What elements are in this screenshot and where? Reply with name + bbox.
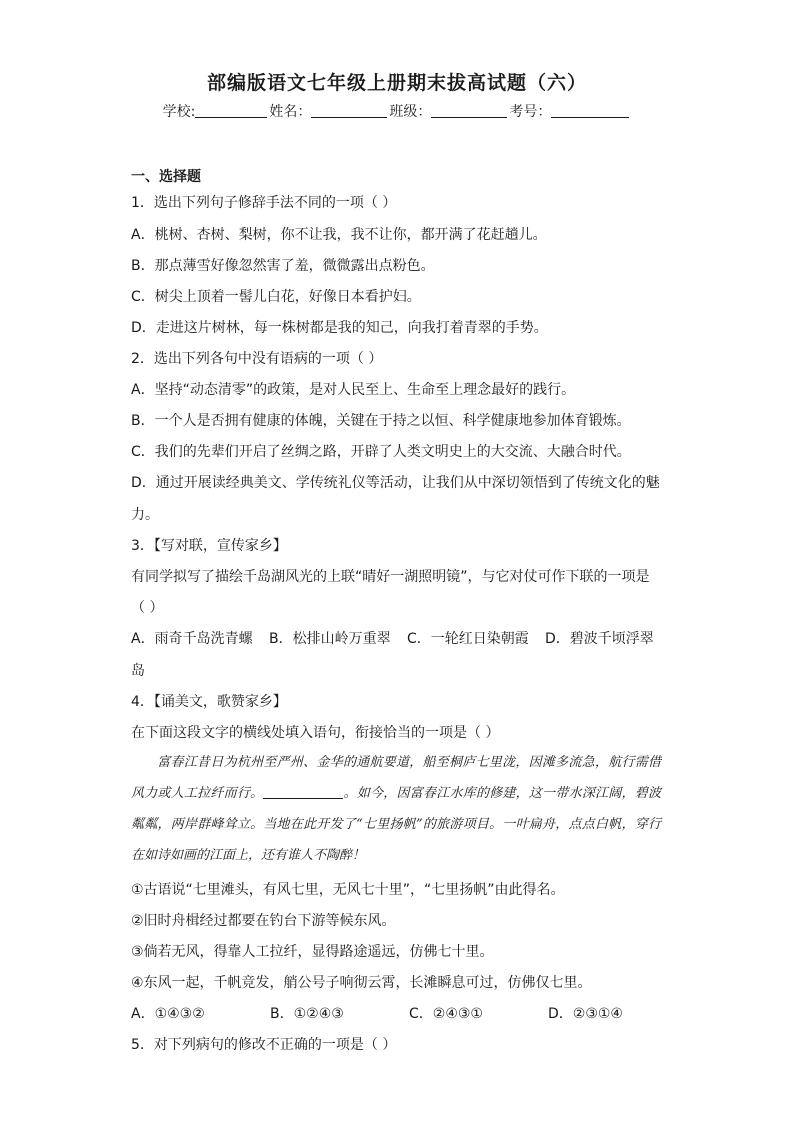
q1-option-a[interactable]: A．桃树、杏树、梨树，你不让我，我不让你，都开满了花赶趟儿。 — [131, 227, 547, 243]
q4-options — [131, 1003, 623, 1023]
q2-option-c[interactable]: C．我们的先辈们开启了丝绸之路，开辟了人类文明史上的大交流、大融合时代。 — [131, 444, 631, 460]
class-blank[interactable] — [431, 103, 507, 118]
q2-option-a[interactable]: A．坚持“动态清零”的政策，是对人民至上、生命至上理念最好的践行。 — [131, 382, 576, 398]
section-heading: 一、选择题 — [131, 169, 201, 185]
q3-stem-cont: （ ） — [131, 600, 164, 616]
student-info-line — [0, 101, 794, 121]
q3-stem: 有同学拟写了描绘千岛湖风光的上联“晴好一湖照明镜”，与它对仗可作下联的一项是 — [131, 569, 650, 585]
q1-stem: 1．选出下列句子修辞手法不同的一项（ ） — [131, 195, 397, 211]
class-label: 班级： — [389, 104, 432, 120]
q4-passage-part2: 。如今，因富春江水库的修建，这一带水深江阔，碧波粼粼，两岸群峰耸立。当地在此开发了“七里扬帆”的旅游项目。一叶扁舟，点点白帆，穿行在如诗如画的江面上，还有谁人不陶醉！ — [131, 786, 661, 863]
school-label: 学校: — [162, 104, 196, 120]
name-label: 姓名： — [269, 104, 312, 120]
q4-item-4: ④东风一起，千帆竞发，艄公号子响彻云霄，长滩瞬息可过，仿佛仅七里。 — [131, 975, 592, 991]
q4-option-c[interactable]: C．②④③① — [409, 1006, 483, 1022]
q5-stem: 5．对下列病句的修改不正确的一项是（ ） — [131, 1037, 397, 1053]
q3-option-c[interactable]: C．一轮红日染朝霞 — [407, 631, 529, 647]
q3-option-a[interactable]: A．雨奇千岛洗青螺 — [131, 631, 253, 647]
q3-tag: 3．【写对联，宣传家乡】 — [131, 538, 287, 554]
q1-option-d[interactable]: D．走进这片树林，每一株树都是我的知己，向我打着青翠的手势。 — [131, 320, 548, 336]
name-blank[interactable] — [311, 103, 387, 118]
q3-option-d[interactable]: D．碧波千顷浮翠 — [545, 631, 654, 647]
q4-option-a[interactable]: A．①④③② — [131, 1006, 205, 1022]
q3-options — [131, 628, 654, 648]
q4-option-b[interactable]: B．①②④③ — [270, 1006, 344, 1022]
q1-option-c[interactable]: C．树尖上顶着一髻儿白花，好像日本看护妇。 — [131, 289, 421, 305]
q4-item-1: ①古语说“七里滩头，有风七里，无风七十里”，“七里扬帆”由此得名。 — [131, 882, 565, 898]
q4-fill-blank[interactable] — [263, 785, 343, 799]
q2-option-d[interactable]: D．通过开展读经典美文、学传统礼仪等活动，让我们从中深切领悟到了传统文化的魅 — [131, 475, 660, 491]
q4-item-3: ③倘若无风，得靠人工拉纤，显得路途遥远，仿佛七十里。 — [131, 944, 494, 960]
q3-option-b[interactable]: B．松排山岭万重翠 — [269, 631, 391, 647]
number-blank[interactable] — [551, 103, 629, 118]
q4-option-d[interactable]: D．②③①④ — [548, 1006, 623, 1022]
school-blank[interactable] — [195, 103, 267, 118]
page-title: 部编版语文七年级上册期末拔高试题（六） — [206, 72, 587, 94]
q4-passage-part1: 富春江昔日为杭州至严州、金华的通航要道，船至桐庐七里泷，因滩多流急，航行需借风力或人工拉纤而行。 — [131, 755, 661, 801]
q4-item-2: ②旧时舟楫经过都要在钓台下游等候东风。 — [131, 913, 396, 929]
number-label: 考号： — [509, 104, 552, 120]
q2-option-b[interactable]: B．一个人是否拥有健康的体魄，关键在于持之以恒、科学健康地参加体育锻炼。 — [131, 413, 631, 429]
q1-option-b[interactable]: B．那点薄雪好像忽然害了羞，微微露出点粉色。 — [131, 258, 435, 274]
q4-tag: 4．【诵美文，歌赞家乡】 — [131, 694, 287, 710]
q4-stem: 在下面这段文字的横线处填入语句，衔接恰当的一项是（ ） — [131, 725, 500, 741]
q2-option-d-cont: 力。 — [131, 507, 159, 523]
q3-option-d-cont: 岛 — [131, 663, 145, 679]
q2-stem: 2．选出下列各句中没有语病的一项（ ） — [131, 351, 383, 367]
q4-passage — [131, 747, 661, 871]
